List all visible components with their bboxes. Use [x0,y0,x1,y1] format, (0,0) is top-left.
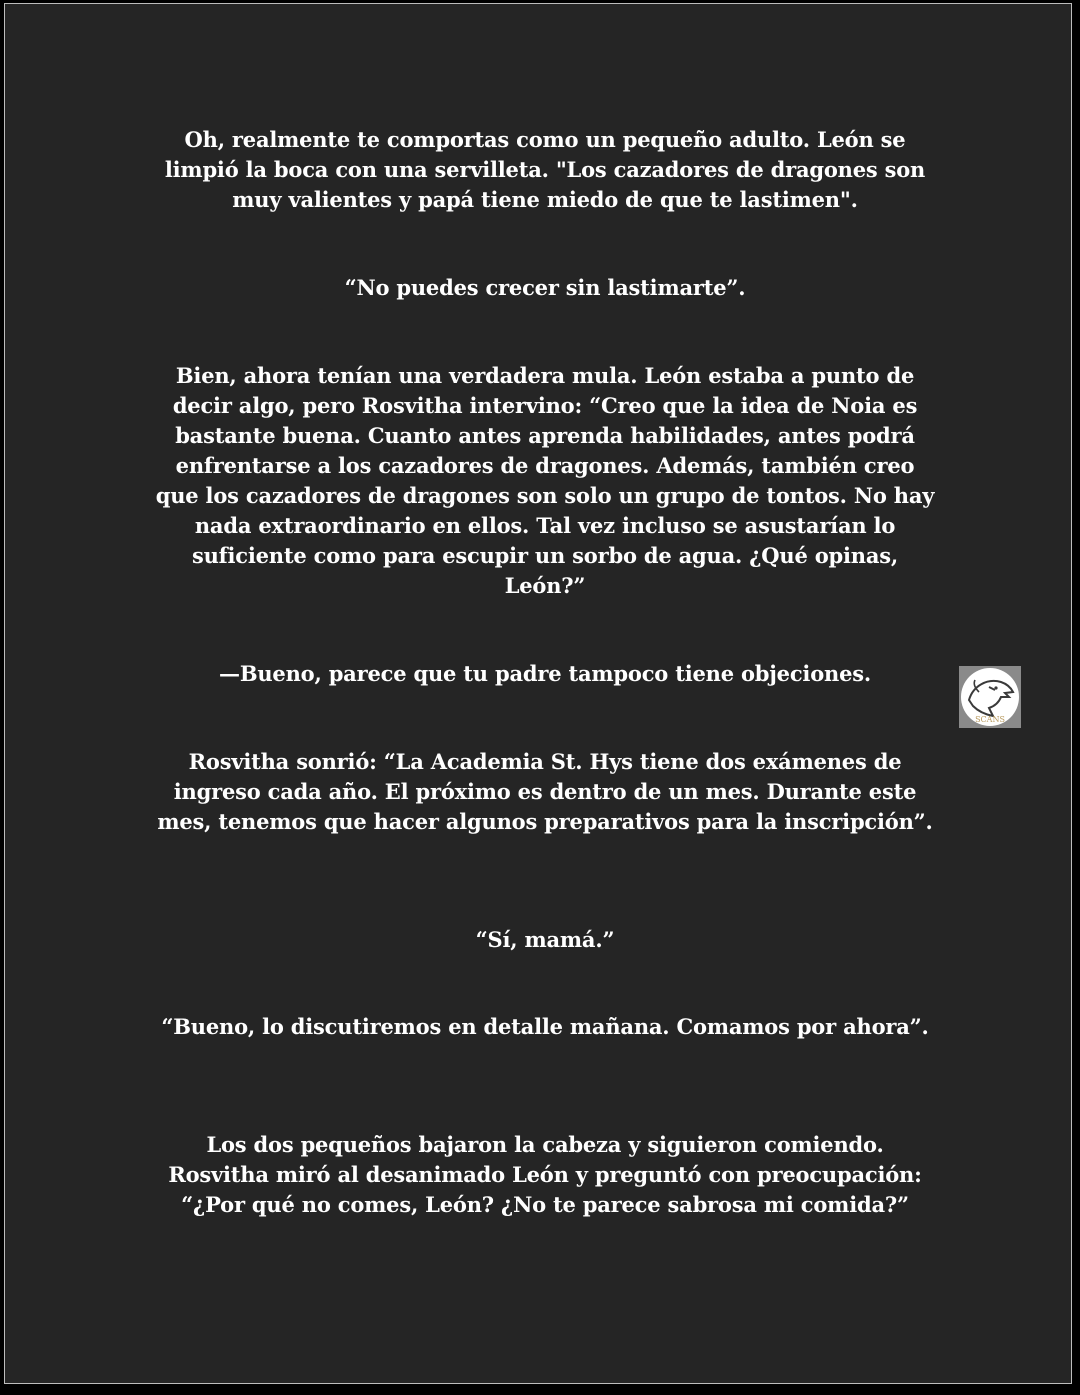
paragraph-3: Bien, ahora tenían una verdadera mula. León estaba a punto de decir algo, pero Rosvitha intervino: “Creo que la idea de Noia es bastante buena. Cuanto antes aprenda habilidades, antes podrá enfrentarse a los cazadores de dragones. Además, también creo que los cazadores de dragones son solo un grupo de tontos. No hay nada extraordinario en ellos. Tal vez incluso se asustarían lo suficiente como para escupir un sorbo de agua. ¿Qué opinas, León?” [155,363,935,598]
scans-watermark-logo [959,666,1021,728]
paragraph-1: Oh, realmente te comportas como un pequeño adulto. León se limpió la boca con una servilleta. "Los cazadores de dragones son muy valientes y papá tiene miedo de que te lastimen". [164,127,926,212]
paragraph-5: Rosvitha sonrió: “La Academia St. Hys tiene dos exámenes de ingreso cada año. El próximo es dentro de un mes. Durante este mes, tenemos que hacer algunos preparativos para la inscripción”. [157,749,933,834]
paragraph-2: “No puedes crecer sin lastimarte”. [344,275,746,300]
paragraph-4: —Bueno, parece que tu padre tampoco tiene objeciones. [219,661,871,686]
dragon-head-icon [959,666,1021,728]
page [4,3,1072,1384]
paragraph-6: “Sí, mamá.” [475,927,615,952]
paragraph-7: “Bueno, lo discutiremos en detalle mañana. Comamos por ahora”. [161,1014,929,1039]
watermark-text: SCANS [975,715,1005,724]
paragraph-8: Los dos pequeños bajaron la cabeza y siguieron comiendo. Rosvitha miró al desanimado León y preguntó con preocupación: “¿Por qué no comes, León? ¿No te parece sabrosa mi comida?” [168,1132,922,1217]
